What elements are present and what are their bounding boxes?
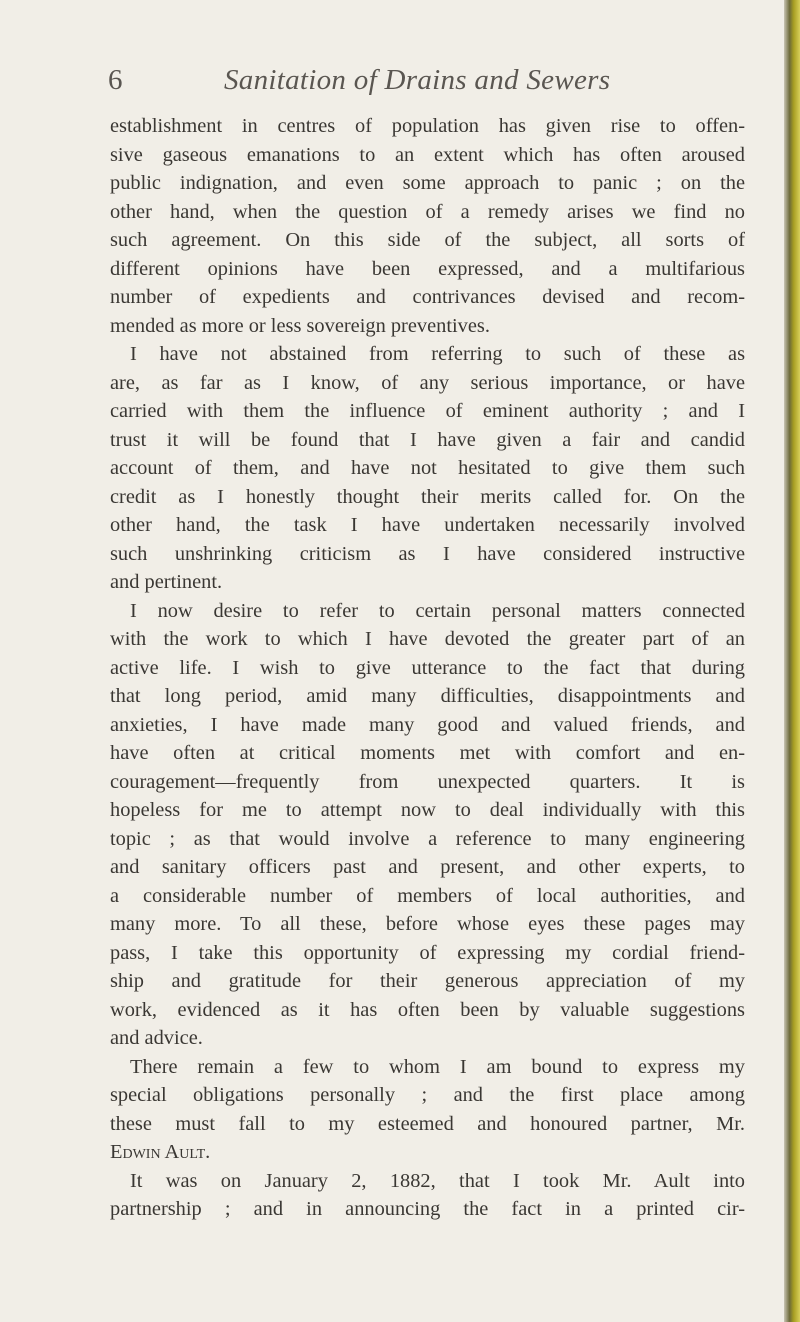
text-line: active life. I wish to give utterance to the fact that during xyxy=(110,656,745,679)
text-line: that long period, amid many difficulties, disappointments and xyxy=(110,685,745,707)
text-line: Edwin Ault. xyxy=(110,1141,211,1163)
text-line: these must fall to my esteemed and honoured partner, Mr. xyxy=(110,1112,745,1135)
running-title: Sanitation of Drains and Sewers xyxy=(224,64,611,96)
text-line: I now desire to refer to certain personal matters connected xyxy=(130,599,745,622)
text-line: partnership ; and in announcing the fact in a printed cir- xyxy=(110,1198,745,1220)
text-line: and pertinent. xyxy=(110,571,223,593)
book-spine-edge xyxy=(784,0,800,1322)
text-line: many more. To all these, before whose eyes these pages may xyxy=(110,913,745,935)
text-line: pass, I take this opportunity of expressing my cordial friend- xyxy=(110,941,745,964)
text-line: mended as more or less sovereign preventives. xyxy=(110,314,490,337)
text-line: and advice. xyxy=(110,1027,203,1049)
text-line: I have not abstained from referring to such of these as xyxy=(130,343,745,365)
text-line: There remain a few to whom I am bound to express my xyxy=(130,1055,745,1078)
text-line: such agreement. On this side of the subject, all sorts of xyxy=(110,229,745,251)
text-line: It was on January 2, 1882, that I took Mr. Ault into xyxy=(130,1169,745,1192)
text-line: couragement—frequently from unexpected quarters. It is xyxy=(110,770,745,793)
text-line: different opinions have been expressed, and a multifarious xyxy=(110,257,745,280)
text-line: are, as far as I know, of any serious importance, or have xyxy=(110,371,745,394)
text-line: number of expedients and contrivances devised and recom- xyxy=(110,286,745,308)
text-line: a considerable number of members of local authorities, and xyxy=(110,884,745,907)
text-line: carried with them the influence of eminent authority ; and I xyxy=(110,400,745,422)
text-line: with the work to which I have devoted the greater part of an xyxy=(110,628,745,650)
page-number: 6 xyxy=(108,64,123,96)
text-line: establishment in centres of population has given rise to offen- xyxy=(110,115,745,137)
text-line: account of them, and have not hesitated to give them such xyxy=(110,457,745,479)
text-line: public indignation, and even some approach to panic ; on the xyxy=(110,172,745,194)
text-line: anxieties, I have made many good and valued friends, and xyxy=(110,713,745,736)
text-line: work, evidenced as it has often been by valuable suggestions xyxy=(110,998,745,1021)
text-line: have often at critical moments met with comfort and en- xyxy=(110,742,745,764)
text-line: other hand, when the question of a remedy arises we find no xyxy=(110,200,745,223)
text-line: sive gaseous emanations to an extent which has often aroused xyxy=(110,143,745,166)
page-header xyxy=(108,58,708,98)
text-line: ship and gratitude for their generous appreciation of my xyxy=(110,970,745,992)
text-line: other hand, the task I have undertaken necessarily involved xyxy=(110,514,745,536)
text-line: trust it will be found that I have given a fair and candid xyxy=(110,428,745,451)
text-line: hopeless for me to attempt now to deal individually with this xyxy=(110,799,745,821)
text-line: credit as I honestly thought their merits called for. On the xyxy=(110,485,745,508)
text-line: such unshrinking criticism as I have considered instructive xyxy=(110,542,745,565)
text-line: topic ; as that would involve a reference to many engineering xyxy=(110,827,745,850)
body-text xyxy=(110,112,745,1224)
text-line: special obligations personally ; and the first place among xyxy=(110,1084,745,1106)
text-line: and sanitary officers past and present, and other experts, to xyxy=(110,856,745,878)
